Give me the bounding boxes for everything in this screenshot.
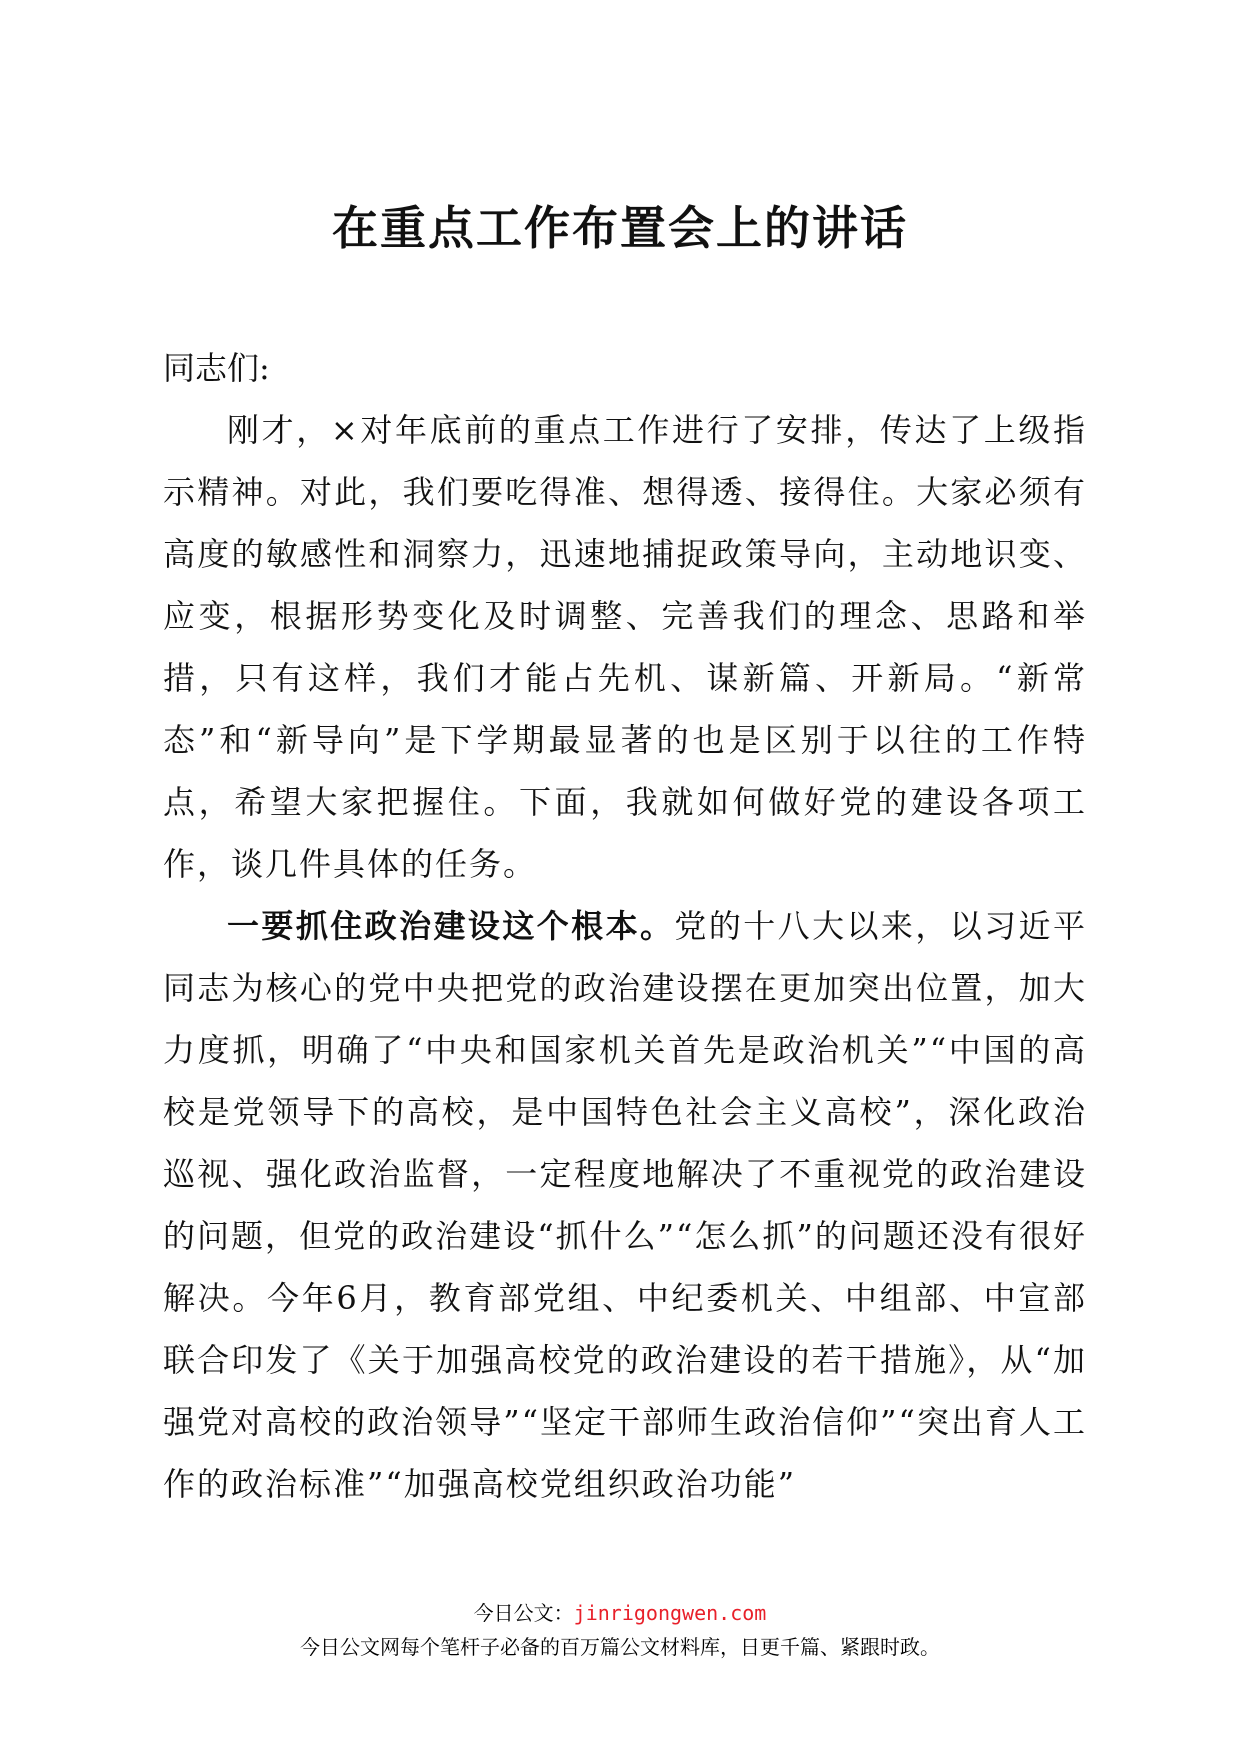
paragraph-intro bbox=[163, 399, 1087, 895]
paragraph-political-construction bbox=[163, 895, 1087, 1515]
paragraph-text: 党的十八大以来，以习近平同志为核心的党中央把党的政治建设摆在更加突出位置，加大力度抓，明确了“中央和国家机关首先是政治机关”“中国的高校是党领导下的高校，是中国特色社会主义高校”，深化政治巡视、强化政治监督，一定程度地解决了不重视党的政治建设的问题，但党的政治建设“抓什么”“怎么抓”的问题还没有很好解决。今年6月，教育部党组、中纪委机关、中组部、中宣部联合印发了《关于加强高校党的政治建设的若干措施》，从“加强党对高校的政治领导”“坚定干部师生政治信仰”“突出育人工作的政治标准”“加强高校党组织政治功能” bbox=[163, 907, 1087, 1503]
paragraph-text: 刚才，×对年底前的重点工作进行了安排，传达了上级指示精神。对此，我们要吃得准、想得透、接得住。大家必须有高度的敏感性和洞察力，迅速地捕捉政策导向，主动地识变、应变，根据形势变化及时调整、完善我们的理念、思路和举措，只有这样，我们才能占先机、谋新篇、开新局。“新常态”和“新导向”是下学期最显著的也是区别于以往的工作特点，希望大家把握住。下面，我就如何做好党的建设各项工作，谈几件具体的任务。 bbox=[163, 411, 1087, 883]
footer-tagline: 今日公文网每个笔杆子必备的百万篇公文材料库，日更千篇、紧跟时政。 bbox=[300, 1635, 940, 1659]
footer-source bbox=[0, 1597, 1240, 1626]
footer-site-label: 今日公文： bbox=[473, 1601, 574, 1625]
document-title: 在重点工作布置会上的讲话 bbox=[332, 201, 908, 255]
footer-site-link[interactable]: jinrigongwen.com bbox=[573, 1601, 767, 1625]
paragraph-lead-heading: 一要抓住政治建设这个根本。 bbox=[227, 907, 675, 945]
document-body bbox=[163, 337, 1087, 1515]
salutation: 同志们: bbox=[163, 349, 270, 387]
